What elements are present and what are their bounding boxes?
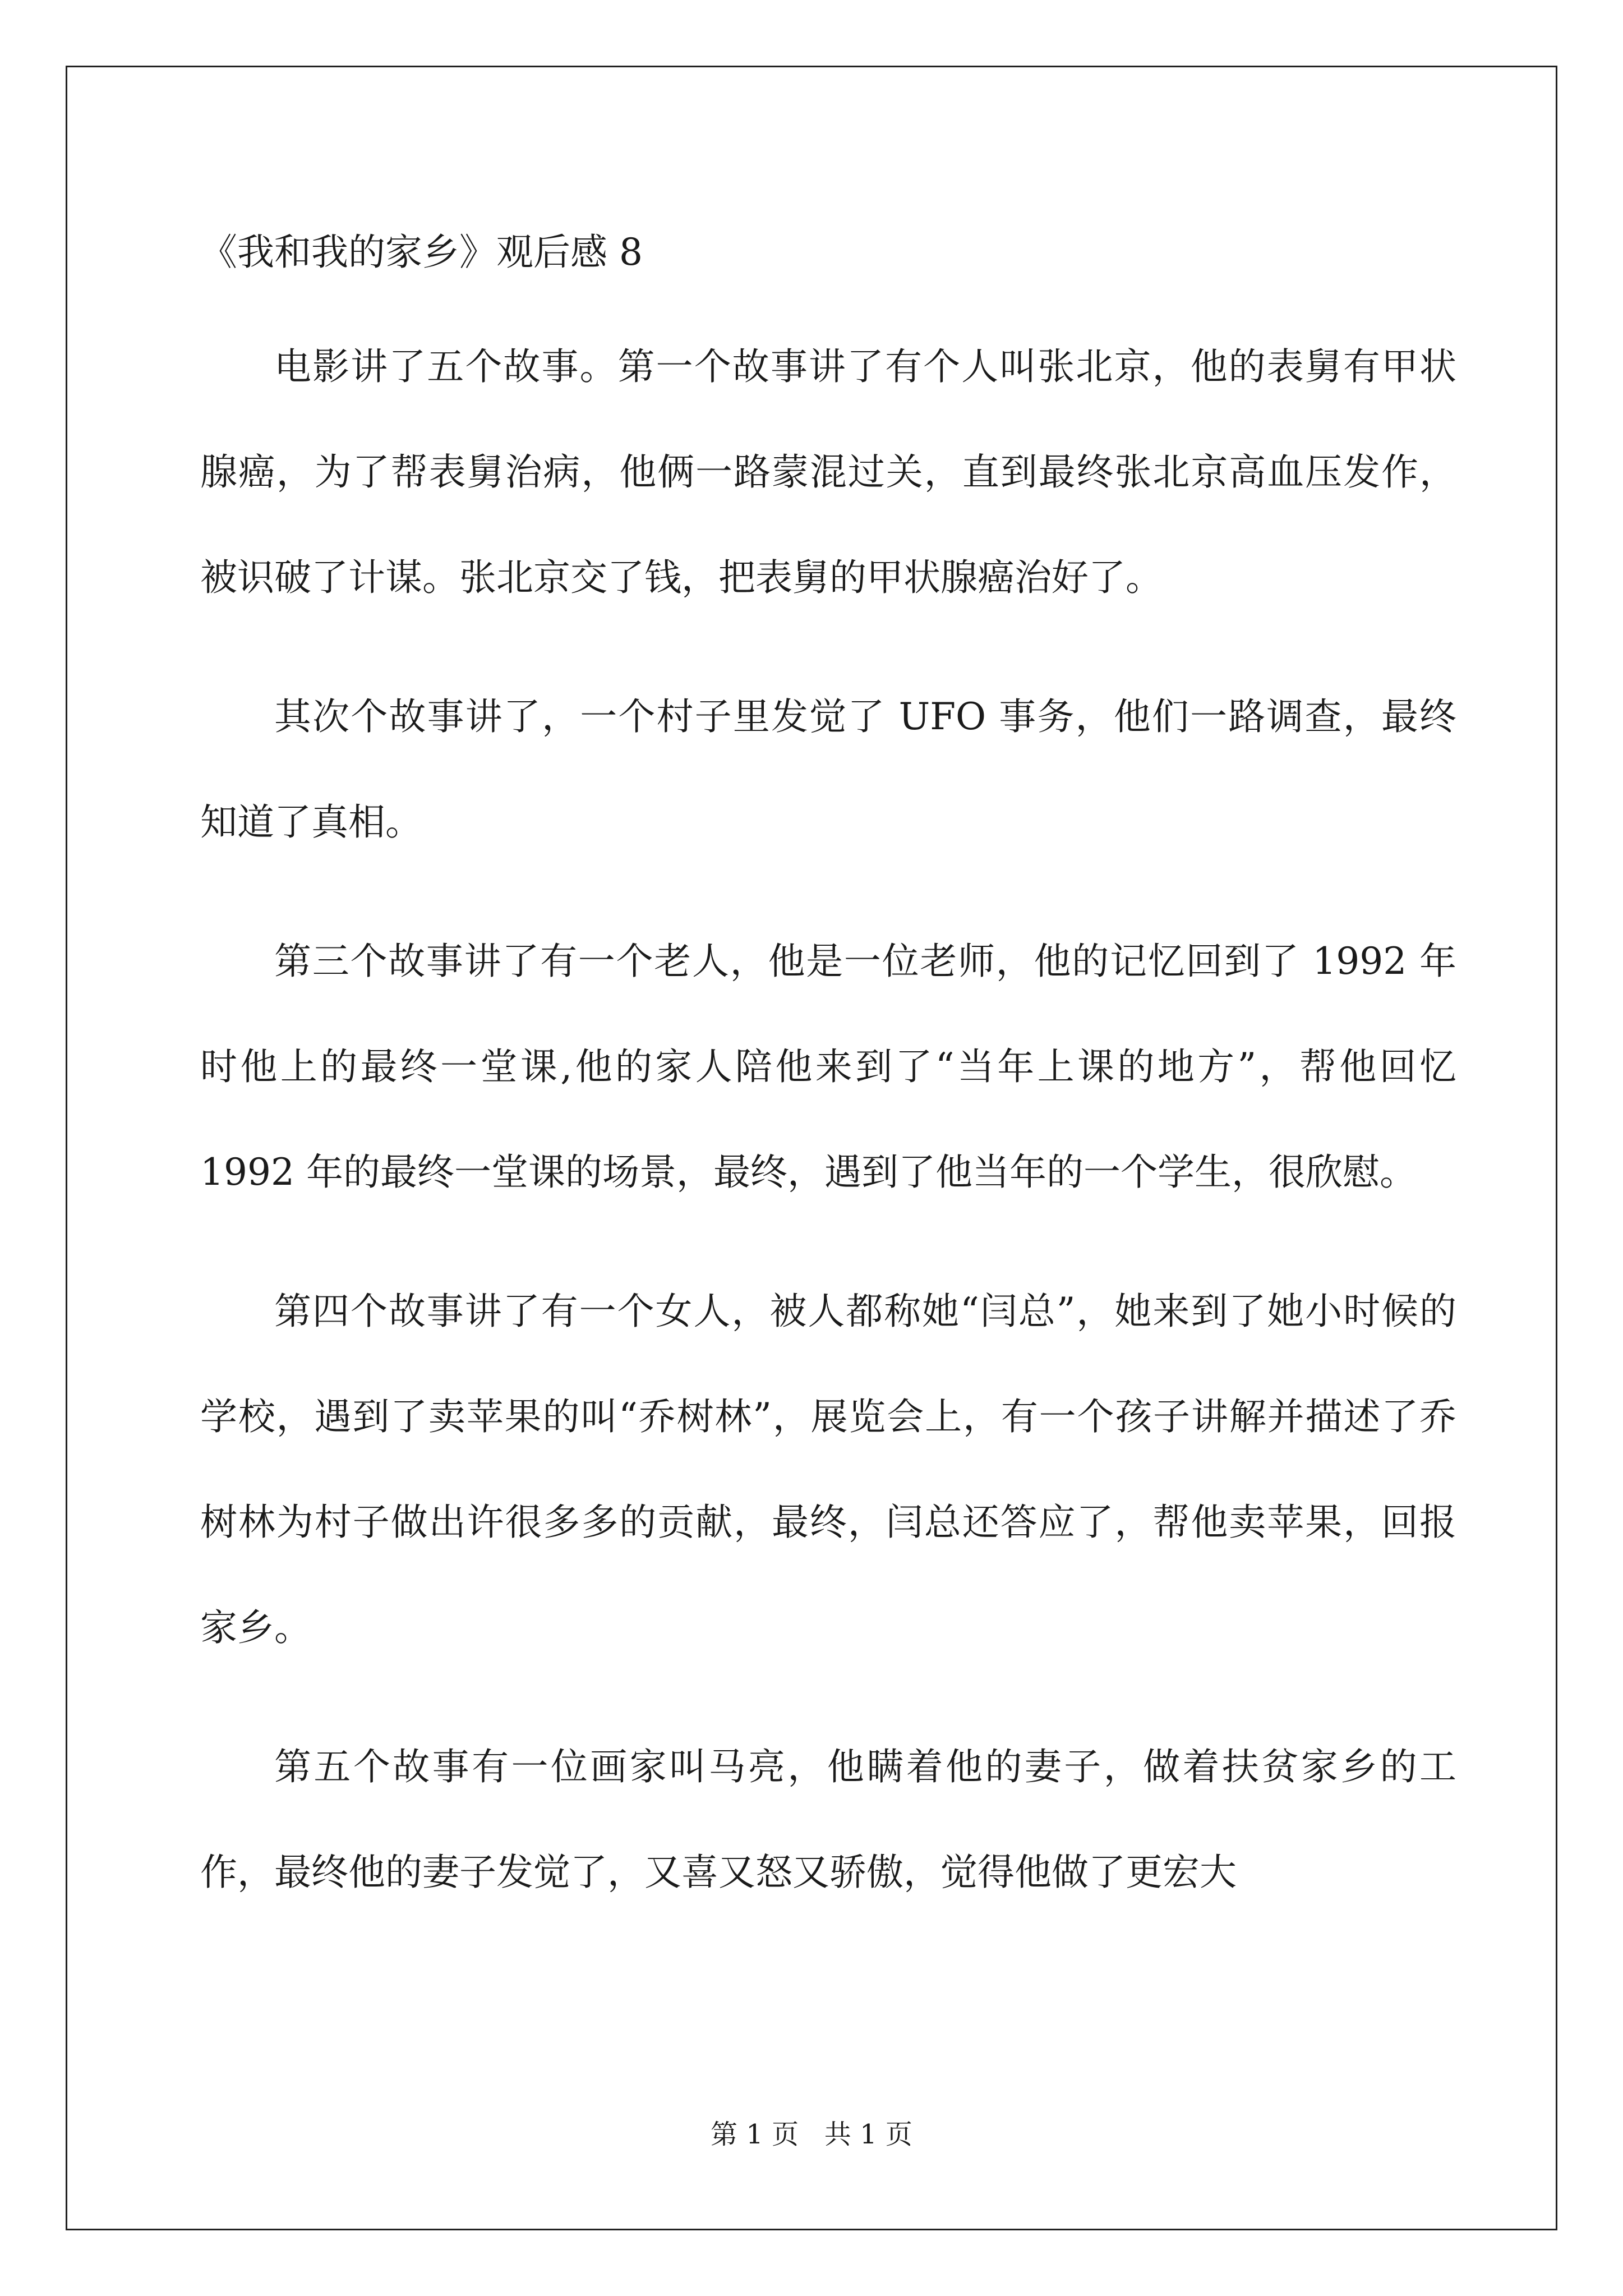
paragraph: 电影讲了五个故事。第一个故事讲了有个人叫张北京，他的表舅有甲状腺癌，为了帮表舅治病，他俩一路蒙混过关，直到最终张北京高血压发作，被识破了计谋。张北京交了钱，把表舅的甲状腺癌治好了。 — [200, 345, 1456, 599]
paragraph: 第五个故事有一位画家叫马亮，他瞒着他的妻子，做着扶贫家乡的工作，最终他的妻子发觉了，又喜又怒又骄傲，觉得他做了更宏大 — [200, 1745, 1456, 1894]
paragraph: 其次个故事讲了，一个村子里发觉了 UFO 事务，他们一路调查，最终知道了真相。 — [200, 695, 1456, 844]
paragraph-list — [200, 314, 1456, 1925]
document-body — [200, 219, 1456, 1959]
paragraph: 第三个故事讲了有一个老人，他是一位老师，他的记忆回到了 1992 年时他上的最终一堂课,他的家人陪他来到了“当年上课的地方”，帮他回忆 1992 年的最终一堂课的场景，最终，遇到了他当年的一个学生，很欣慰。 — [200, 940, 1456, 1194]
page-number-footer: 第 1 页 共 1 页 — [711, 2119, 912, 2150]
document-title: 《我和我的家乡》观后感 8 — [200, 231, 643, 274]
paragraph: 第四个故事讲了有一个女人，被人都称她“闫总”，她来到了她小时候的学校，遇到了卖苹果的叫“乔树林”，展览会上，有一个孩子讲解并描述了乔树林为村子做出许很多多的贡献，最终，闫总还答应了，帮他卖苹果，回报家乡。 — [200, 1290, 1456, 1649]
